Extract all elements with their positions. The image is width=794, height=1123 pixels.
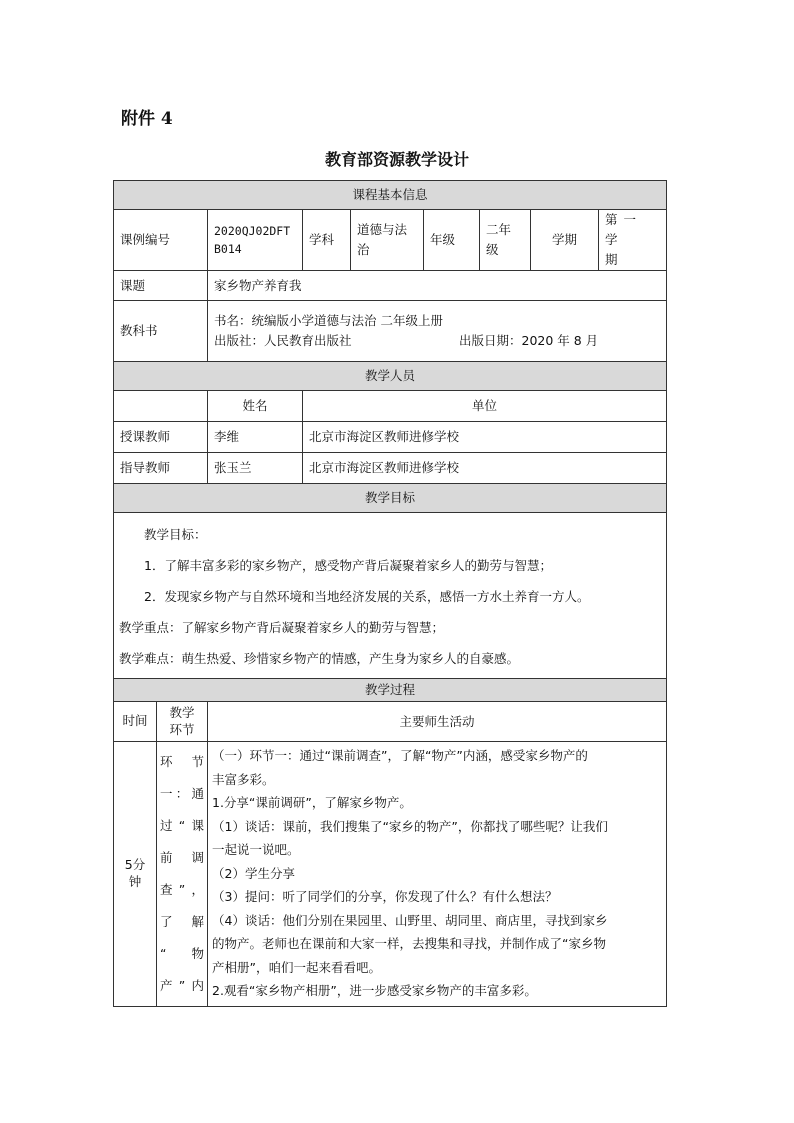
activity-line: （3）提问：听了同学们的分享，你发现了什么？有什么想法？ [212,889,558,904]
staff-name: 李维 [208,422,303,453]
publish-date: 出版日期：2020 年 8 月 [459,333,599,348]
stage-line: 产”内 [160,978,204,993]
publisher: 出版社：人民教育出版社 [214,333,352,348]
objective-line: 1．了解丰富多彩的家乡物产，感受物产背后凝聚着家乡人的勤劳与智慧； [144,558,552,573]
objective-line: 教学目标： [144,527,207,542]
term-value: 第一学 期 [599,210,667,271]
activity-line: 一起说一说吧。 [212,842,300,857]
time-cell: 5分 钟 [114,742,157,1007]
stage-cell [157,742,208,1007]
objective-line: 教学难点：萌生热爱、珍惜家乡物产的情感，产生身为家乡人的自豪感。 [119,651,520,666]
stage-line: 环节 [160,754,204,769]
stage-line: 过“课 [160,818,204,833]
activity-line: （1）谈话：课前，我们搜集了“家乡的物产”，你都找了哪些呢？让我们 [212,818,608,834]
objective-line: 2．发现家乡物产与自然环境和当地经济发展的关系，感悟一方水土养育一方人。 [144,589,590,604]
grade-value: 二年 级 [480,210,531,271]
section-objectives: 教学目标 [114,484,667,513]
section-process: 教学过程 [114,679,667,702]
name-header: 姓名 [208,391,303,422]
section-staff: 教学人员 [114,362,667,391]
attachment-label: 附件 4 [121,109,173,129]
activity-line: 丰富多彩。 [212,771,275,787]
staff-empty-cell [114,391,208,422]
activity-header: 主要师生活动 [208,702,667,742]
stage-line: 前调 [160,850,204,865]
staff-unit: 北京市海淀区教师进修学校 [303,453,667,484]
time-header: 时间 [114,702,157,742]
grade-label: 年级 [424,210,480,271]
lesson-design-table [113,180,667,1007]
topic-value: 家乡物产养育我 [208,271,667,301]
staff-name: 张玉兰 [208,453,303,484]
activity-line: （2）学生分享 [212,865,295,881]
activity-line: 的物产。老师也在课前和大家一样，去搜集和寻找，并制作成了“家乡物 [212,936,606,951]
section-basic-info: 课程基本信息 [114,181,667,210]
subject-label: 学科 [303,210,351,271]
stage-line: 一：通 [160,786,204,801]
activity-line: 1.分享“课前调研”，了解家乡物产。 [212,795,412,810]
stage-line: 查”， [160,882,204,897]
staff-unit: 北京市海淀区教师进修学校 [303,422,667,453]
activity-cell [208,742,667,1007]
activity-line: （一）环节一：通过“课前调查”，了解“物产”内涵，感受家乡物产的 [212,748,588,763]
activity-line: （4）谈话：他们分别在果园里、山野里、胡同里、商店里，寻找到家乡 [212,912,608,928]
unit-header: 单位 [303,391,667,422]
case-no-label: 课例编号 [114,210,208,271]
document-title: 教育部资源教学设计 [324,150,469,169]
activity-line: 2.观看“家乡物产相册”，进一步感受家乡物产的丰富多彩。 [212,983,537,998]
staff-role: 授课教师 [114,422,208,453]
term-label: 学期 [531,210,599,271]
objective-line: 教学重点：了解家乡物产背后凝聚着家乡人的勤劳与智慧； [119,620,445,635]
subject-value: 道德与法 治 [351,210,424,271]
textbook-label: 教科书 [114,301,208,362]
topic-label: 课题 [114,271,208,301]
objectives-content [114,513,667,679]
stage-line: 了解 [160,914,204,929]
case-no-value: 2020QJ02DFT B014 [208,210,303,271]
stage-line: “物 [160,946,204,961]
stage-header: 教学 环节 [157,702,208,742]
textbook-info [208,301,667,362]
activity-line: 产相册”，咱们一起来看看吧。 [212,959,381,975]
staff-role: 指导教师 [114,453,208,484]
book-name: 书名：统编版小学道德与法治 二年级上册 [214,313,443,328]
